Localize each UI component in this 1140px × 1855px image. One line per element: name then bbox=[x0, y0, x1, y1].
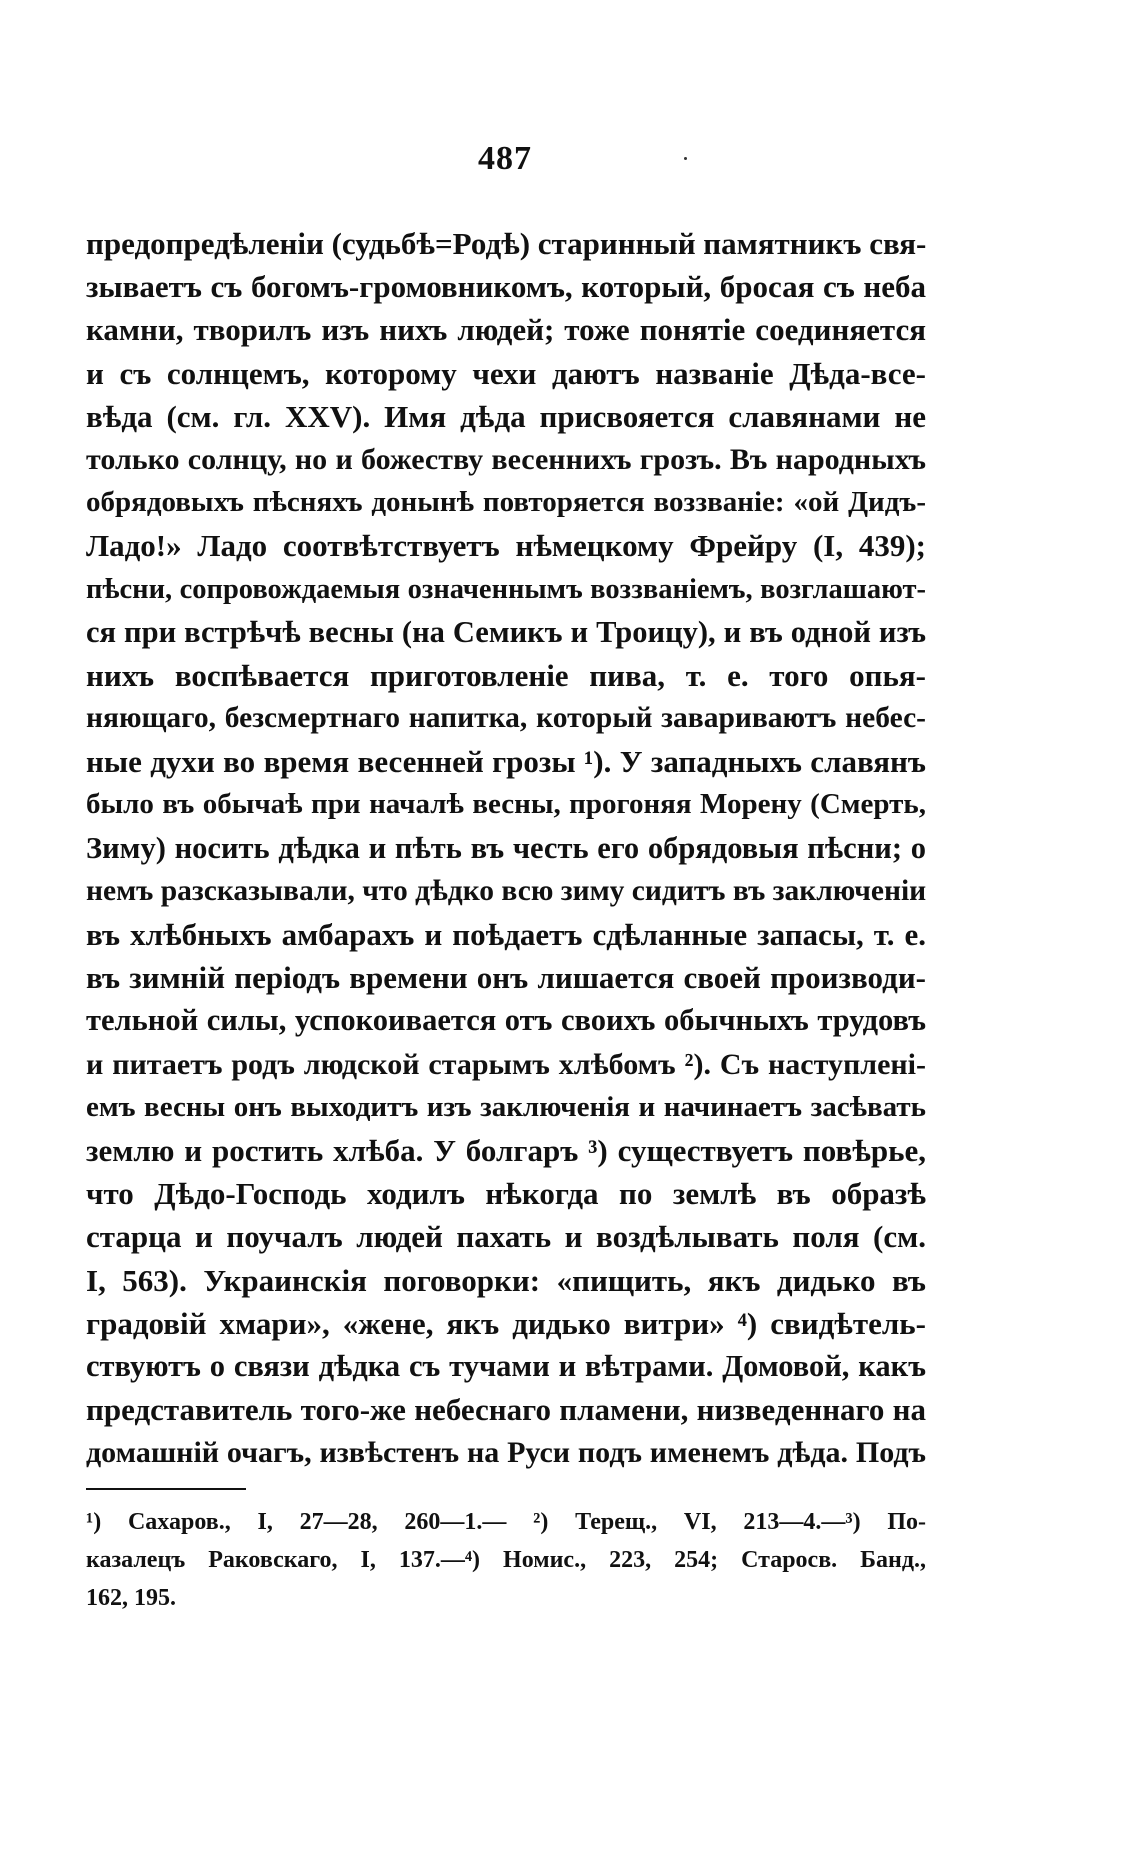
text-line: вѣда (см. гл. XXV). Имя дѣда присвояется славянами не bbox=[86, 398, 926, 434]
text-line: старца и поучалъ людей пахать и воздѣлывать поля (см. bbox=[86, 1219, 926, 1255]
text-line: и питаетъ родъ людской старымъ хлѣбомъ ²). Съ наступленi- bbox=[86, 1047, 926, 1081]
footnote-line: 162, 195. bbox=[86, 1585, 176, 1611]
text-line: что Дѣдо-Господь ходилъ нѣкогда по землѣ въ образѣ bbox=[86, 1176, 926, 1212]
text-line: только солнцу, но и божеству весеннихъ грозъ. Въ народныхъ bbox=[86, 442, 926, 476]
text-line: пѣсни, сопровождаемыя означеннымъ воззваніемъ, возглашают- bbox=[86, 573, 926, 605]
page-number: 487 bbox=[478, 140, 532, 177]
text-line: въ зимній періодъ времени онъ лишается своей производи- bbox=[86, 960, 926, 996]
footnote-line: ¹) Сахаров., I, 27—28, 260—1.— ²) Терещ., VI, 213—4.—³) По- bbox=[86, 1509, 926, 1535]
ink-speck bbox=[684, 157, 687, 160]
footnote-line: казалецъ Раковскаго, I, 137.—⁴) Номис., 223, 254; Старосв. Банд., bbox=[86, 1547, 926, 1573]
text-line: въ хлѣбныхъ амбарахъ и поѣдаетъ сдѣланные запасы, т. е. bbox=[86, 917, 926, 952]
text-line: и съ солнцемъ, которому чехи даютъ названіе Дѣда-все- bbox=[86, 355, 926, 391]
text-line: камни, творилъ изъ нихъ людей; тоже понятіе соединяется bbox=[86, 312, 926, 348]
footnotes bbox=[86, 1503, 926, 1617]
text-line: I, 563). Украинскія поговорки: «пищить, якъ дидько въ bbox=[86, 1262, 926, 1298]
text-line: емъ весны онъ выходитъ изъ заключенія и начинаетъ засѣвать bbox=[86, 1090, 926, 1123]
text-line: градовій хмари», «жене, якъ дидько витри» ⁴) свидѣтель- bbox=[86, 1305, 926, 1341]
text-line: зываетъ съ богомъ-громовникомъ, который, бросая съ неба bbox=[86, 269, 926, 305]
text-line: ся при встрѣчѣ весны (на Семикъ и Троицу), и въ одной изъ bbox=[86, 614, 926, 649]
text-line: представитель того-же небеснаго пламени, низведеннаго на bbox=[86, 1392, 926, 1428]
text-line: тельной силы, успокоивается отъ своихъ обычныхъ трудовъ bbox=[86, 1003, 926, 1038]
text-line: нихъ воспѣвается приготовленіе пива, т. е. того опья- bbox=[86, 657, 926, 693]
body-text bbox=[86, 222, 926, 1474]
text-line: домашній очагъ, извѣстенъ на Руси подъ именемъ дѣда. Подъ bbox=[86, 1436, 926, 1470]
text-line: обрядовыхъ пѣсняхъ донынѣ повторяется воззваніе: «ой Дидъ- bbox=[86, 486, 926, 519]
text-line: Ладо!» Ладо соотвѣтствуетъ нѣмецкому Фрейру (I, 439); bbox=[86, 528, 926, 564]
text-line: ствуютъ о связи дѣдка съ тучами и вѣтрами. Домовой, какъ bbox=[86, 1348, 926, 1383]
text-line: ные духи во время весенней грозы ¹). У западныхъ славянъ bbox=[86, 744, 926, 780]
text-line: землю и ростить хлѣба. У болгаръ ³) существуетъ повѣрье, bbox=[86, 1132, 926, 1168]
text-line: предопредѣленіи (судьбѣ=Родѣ) старинный памятникъ свя- bbox=[86, 226, 926, 261]
footnote-divider bbox=[86, 1488, 246, 1490]
text-line: Зиму) носить дѣдка и пѣть въ честь его обрядовыя пѣсни; о bbox=[86, 830, 926, 865]
text-line: няющаго, безсмертнаго напитка, который завариваютъ небес- bbox=[86, 702, 926, 735]
text-line: было въ обычаѣ при началѣ весны, прогоняя Морену (Смерть, bbox=[86, 788, 926, 821]
text-line: немъ разсказывали, что дѣдко всю зиму сидитъ въ заключеніи bbox=[86, 874, 926, 907]
